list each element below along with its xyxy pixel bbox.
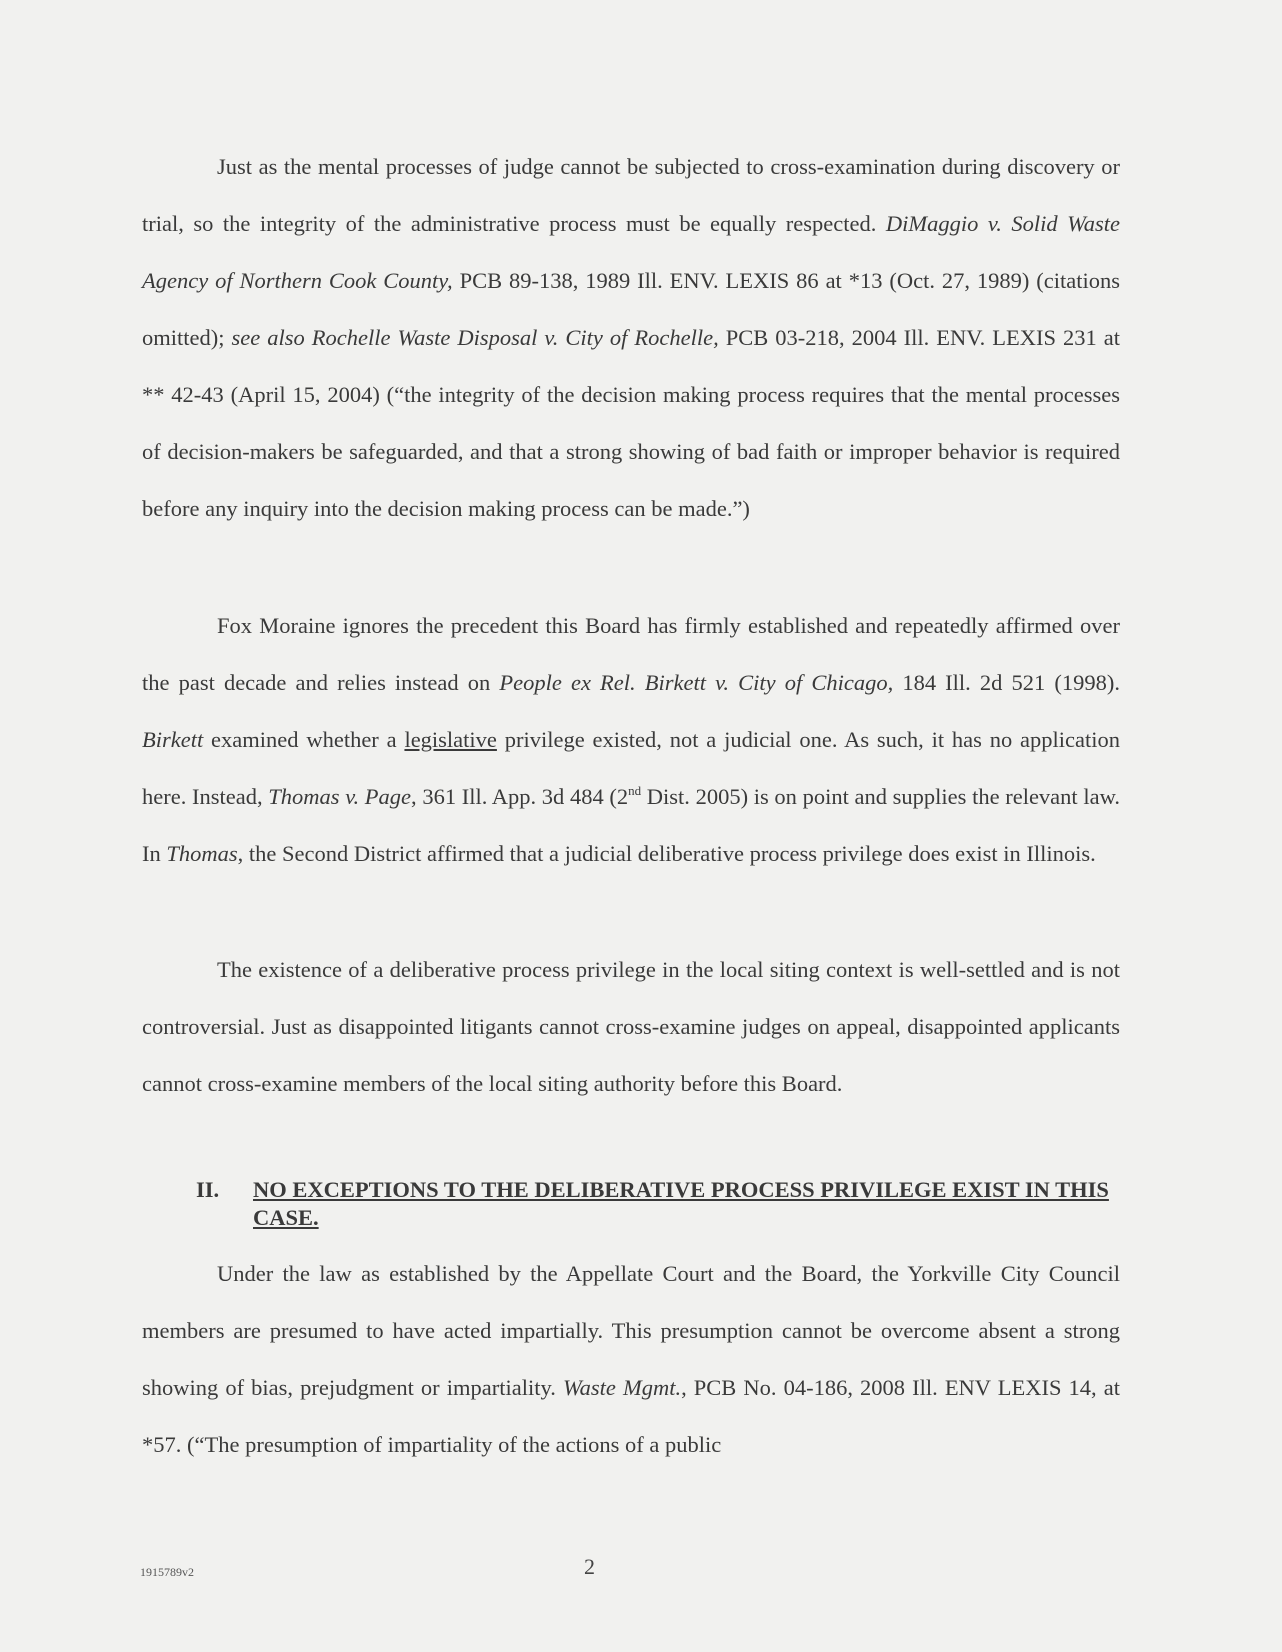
- page-number: 2: [584, 1554, 595, 1579]
- text-run: , the Second District affirmed that a judicial deliberative process privilege does exist in Illinois.: [237, 841, 1096, 866]
- paragraph-deliberative-integrity: [142, 138, 1120, 537]
- text-run: [305, 325, 312, 350]
- text-run: Under the law as established by the Appellate Court and the Board, the Yorkville City Council members are presumed to have acted impartially. This presumption cannot be overcome absent a strong showing of bias, prejudgment or impartiality.: [142, 1261, 1120, 1400]
- section-heading: [196, 1176, 1126, 1232]
- signal-see-also: see also: [231, 325, 305, 350]
- text-run: 184 Ill. 2d 521 (1998).: [893, 670, 1120, 695]
- section-title: NO EXCEPTIONS TO THE DELIBERATIVE PROCESS PRIVILEGE EXIST IN THIS CASE.: [253, 1177, 1109, 1230]
- text-run: PCB 03-218, 2004 Ill. ENV. LEXIS 231 at ** 42-43 (April 15, 2004) (“the integrity of the decision making process requires that the mental processes of decision-makers be safeguarded, and that a strong showing of bad faith or improper behavior is required before any inquiry into the decision making process can be made.”): [142, 325, 1120, 521]
- case-citation: Waste Mgmt.: [562, 1375, 682, 1400]
- case-short-name: Thomas: [166, 841, 238, 866]
- section-number: II.: [196, 1177, 220, 1202]
- text-run: Dist. 2005) is on point and supplies the relevant law. In: [142, 784, 1120, 866]
- paragraph-fox-moraine: [142, 597, 1120, 882]
- text-run: The existence of a deliberative process privilege in the local siting context is well-settled and is not controversial. Just as disappointed litigants cannot cross-examine judges on appeal, disappointed applicants cannot cross-examine members of the local siting authority before this Board.: [142, 957, 1120, 1096]
- text-run: examined whether a: [203, 727, 405, 752]
- text-run: PCB 89-138, 1989 Ill. ENV. LEXIS 86 at *13 (Oct. 27, 1989) (citations omitted);: [142, 268, 1120, 350]
- underlined-term: legislative: [404, 727, 497, 752]
- document-id: 1915789v2: [140, 1565, 194, 1579]
- text-run: Just as the mental processes of judge cannot be subjected to cross-examination during discovery or trial, so the integrity of the administrative process must be equally respected.: [142, 154, 1120, 236]
- paragraph-well-settled: [142, 941, 1120, 1112]
- case-short-name: Birkett: [142, 727, 204, 752]
- paragraph-presumption: [142, 1245, 1120, 1473]
- ordinal-superscript: nd: [628, 783, 642, 798]
- case-citation: DiMaggio v. Solid Waste Agency of Northern Cook County,: [142, 211, 1120, 293]
- case-citation: People ex Rel. Birkett v. City of Chicago,: [499, 670, 894, 695]
- case-citation: Thomas v. Page: [268, 784, 412, 809]
- text-run: , PCB No. 04-186, 2008 Ill. ENV LEXIS 14, at *57. (“The presumption of impartiality of the actions of a public: [142, 1375, 1120, 1457]
- case-citation: Rochelle Waste Disposal v. City of Rochelle,: [311, 325, 719, 350]
- text-run: privilege existed, not a judicial one. As such, it has no application here. Instead,: [142, 727, 1120, 809]
- text-run: Fox Moraine ignores the precedent this Board has firmly established and repeatedly affirmed over the past decade and relies instead on: [142, 613, 1120, 695]
- text-run: , 361 Ill. App. 3d 484 (2: [411, 784, 629, 809]
